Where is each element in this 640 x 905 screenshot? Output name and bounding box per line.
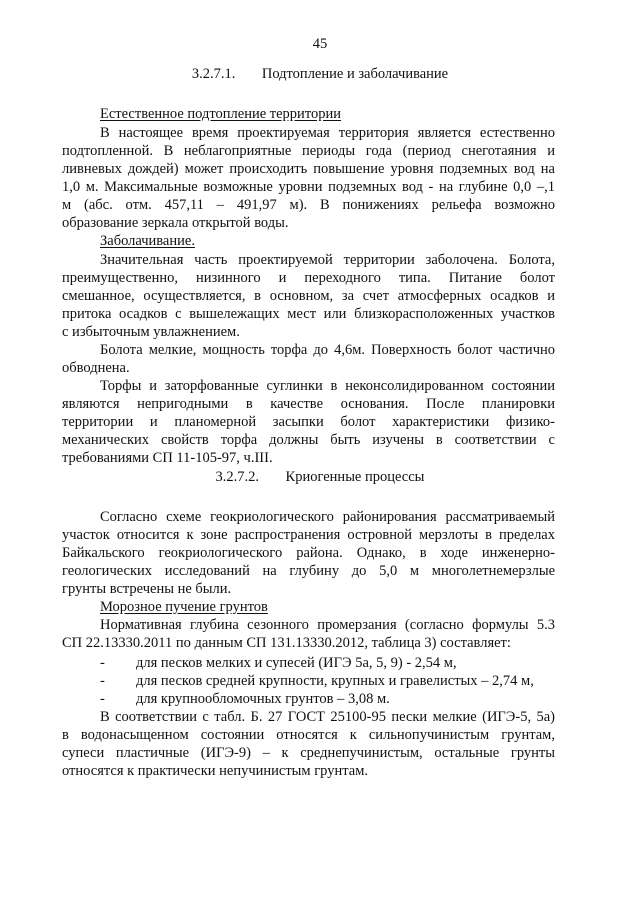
section-title: Криогенные процессы <box>285 469 425 485</box>
subheading-swamping: Заболачивание. <box>100 233 195 249</box>
subheading-natural-flooding: Естественное подтопление территории <box>100 106 341 122</box>
paragraph-line: смешанное, осуществляется, в основном, за счет атмосферных осадков и <box>62 288 555 304</box>
paragraph-line: подтопленной. В неблагоприятные периоды года (период снеготаяния и <box>62 143 555 159</box>
paragraph-line: В настоящее время проектируемая территория является естественно <box>100 125 555 141</box>
paragraph-line: с избыточным увлажнением. <box>62 324 240 340</box>
paragraph-line: в водонасыщенном состоянии относятся к сильнопучинистым грунтам, <box>62 727 555 743</box>
paragraph-line: относятся к практически непучинистым грунтам. <box>62 763 368 779</box>
paragraph-line: Болота мелкие, мощность торфа до 4,6м. Поверхность болот частично <box>100 342 555 358</box>
subheading-frost-heave: Морозное пучение грунтов <box>100 599 268 615</box>
paragraph-line: Согласно схеме геокриологического районирования рассматриваемый <box>100 509 555 525</box>
paragraph-line: ливневых дождей) может происходить повышение уровня подземных вод на <box>62 161 555 177</box>
paragraph-line: Значительная часть проектируемой территории заболочена. Болота, <box>100 252 555 268</box>
paragraph-line: м (абс. отм. 457,11 – 491,97 м). В понижениях рельефа возможно <box>62 197 555 213</box>
page-number: 45 <box>312 36 328 52</box>
paragraph-line: СП 22.13330.2011 по данным СП 131.13330.2012, таблица 3) составляет: <box>62 635 511 651</box>
paragraph-line: преимущественно, низинного и переходного типа. Питание болот <box>62 270 555 286</box>
paragraph-line: геологических исследований на глубину до 5,0 м многолетнемерзлые <box>62 563 555 579</box>
section-heading-3-2-7-2 <box>0 469 640 486</box>
paragraph-line: образование зеркала открытой воды. <box>62 215 289 231</box>
bullet-dash: - <box>100 655 105 671</box>
bullet-dash: - <box>100 691 105 707</box>
section-number: 3.2.7.1. <box>191 66 236 82</box>
bullet-item: для песков мелких и супесей (ИГЭ 5а, 5, 9) - 2,54 м, <box>136 655 457 671</box>
section-title: Подтопление и заболачивание <box>261 66 449 82</box>
section-heading-3-2-7-1 <box>0 66 640 83</box>
paragraph-line: механических свойств торфа должны быть изучены в соответствии с <box>62 432 555 448</box>
bullet-dash: - <box>100 673 105 689</box>
bullet-item: для песков средней крупности, крупных и гравелистых – 2,74 м, <box>136 673 534 689</box>
section-number: 3.2.7.2. <box>215 469 260 485</box>
paragraph-line: Нормативная глубина сезонного промерзания (согласно формулы 5.3 <box>100 617 555 633</box>
bullet-item: для крупнообломочных грунтов – 3,08 м. <box>136 691 390 707</box>
paragraph-line: являются непригодными в качестве основания. После планировки <box>62 396 555 412</box>
paragraph-line: Торфы и заторфованные суглинки в неконсолидированном состоянии <box>100 378 555 394</box>
paragraph-line: обводнена. <box>62 360 130 376</box>
paragraph-line: притока осадков с вышележащих мест или близкорасположенных участков <box>62 306 555 322</box>
paragraph-line: требованиями СП 11-105-97, ч.III. <box>62 450 273 466</box>
paragraph-line: грунты встречены не были. <box>62 581 232 597</box>
paragraph-line: участок относится к зоне распространения островной мерзлоты в пределах <box>62 527 555 543</box>
paragraph-line: 1,0 м. Максимальные возможные уровни подземных вод - на глубине 0,0 –,1 <box>62 179 555 195</box>
paragraph-line: Байкальского геокриологического района. Однако, в ходе инженерно- <box>62 545 555 561</box>
paragraph-line: территории и планомерной засыпки болот характеристики физико- <box>62 414 555 430</box>
paragraph-line: супеси пластичные (ИГЭ-9) – к среднепучинистым, остальные грунты <box>62 745 555 761</box>
paragraph-line: В соответствии с табл. Б. 27 ГОСТ 25100-95 пески мелкие (ИГЭ-5, 5а) <box>100 709 555 725</box>
